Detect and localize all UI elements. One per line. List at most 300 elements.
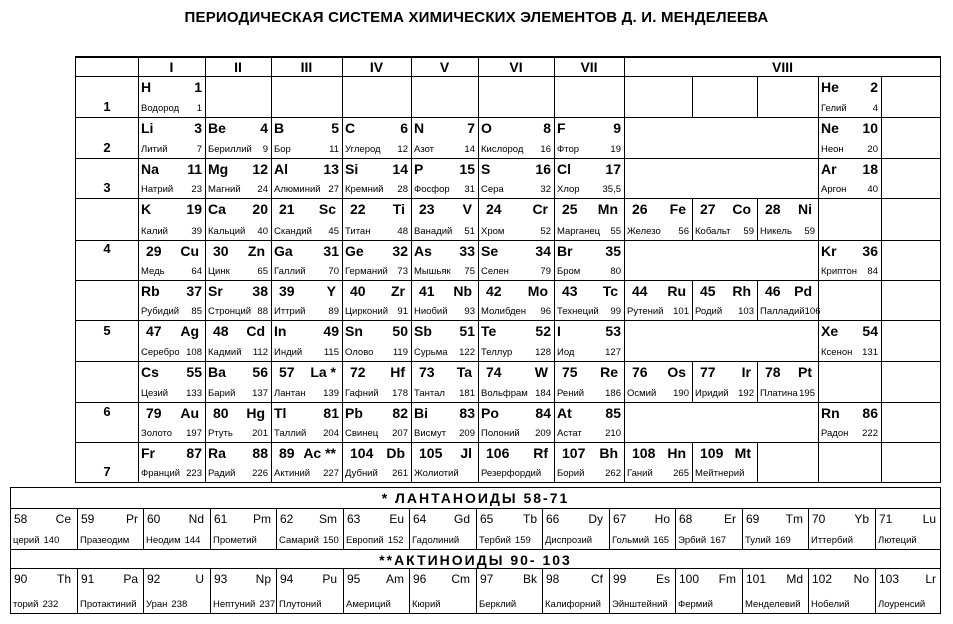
- element-cell-rb[interactable]: [138, 280, 205, 320]
- actinides-cell-cm[interactable]: [409, 568, 476, 613]
- element-cell-at[interactable]: [554, 402, 624, 442]
- element-name-row: [481, 428, 553, 439]
- element-name: [213, 599, 275, 610]
- element-symbol: Th: [56, 572, 71, 586]
- element-name-row: [481, 306, 553, 317]
- element-name: Титан: [345, 226, 371, 237]
- atomic-number: 35: [605, 243, 621, 259]
- element-symbol: Cm: [451, 572, 470, 586]
- element-cell-nb[interactable]: [411, 280, 478, 320]
- atomic-mass: 238: [171, 599, 188, 610]
- lanthanides-label: * ЛАНТАНОИДЫ 58-71: [381, 490, 570, 506]
- element-cell-zr[interactable]: [342, 280, 411, 320]
- atomic-mass: 79: [540, 266, 551, 277]
- element-symbol: Am: [386, 572, 404, 586]
- element-symbol-row: [414, 405, 475, 421]
- group-header-5: V: [439, 59, 450, 75]
- element-name-text: Уран: [146, 599, 168, 610]
- element-name: Актиний: [274, 468, 311, 479]
- actinides-cell-fm[interactable]: [675, 568, 742, 613]
- element-name-row: [481, 468, 553, 479]
- element-cell-cu[interactable]: [138, 240, 205, 280]
- element-cell-zn[interactable]: [205, 240, 271, 280]
- element-name: Водород: [141, 103, 180, 114]
- element-name-row: [414, 226, 477, 237]
- atomic-mass: 11: [329, 144, 339, 155]
- element-symbol: Ag: [180, 323, 199, 339]
- lanthanides-cell-nd[interactable]: [143, 508, 210, 549]
- element-name: Золото: [141, 428, 173, 439]
- atomic-mass: 226: [252, 468, 268, 479]
- element-cell-tc[interactable]: [554, 280, 624, 320]
- actinides-cell-bk[interactable]: [476, 568, 543, 613]
- grid-line: [881, 240, 882, 280]
- atomic-mass: 1: [196, 103, 202, 114]
- element-cell-b[interactable]: [271, 117, 342, 158]
- element-symbol: Ra: [208, 445, 226, 461]
- element-cell-c[interactable]: [342, 117, 411, 158]
- element-cell-db[interactable]: [342, 442, 411, 482]
- element-cell-y[interactable]: [271, 280, 342, 320]
- element-cell-n[interactable]: [411, 117, 478, 158]
- element-cell-ca[interactable]: [205, 198, 271, 240]
- lanthanides-cell-lu[interactable]: [875, 508, 942, 549]
- element-cell-te[interactable]: [478, 320, 554, 361]
- element-symbol-row: [350, 283, 405, 299]
- element-cell-au[interactable]: [138, 402, 205, 442]
- f-symbol-row: [214, 572, 271, 586]
- atomic-number: 104: [350, 445, 374, 461]
- atomic-number: 53: [605, 323, 621, 339]
- atomic-number: 106: [486, 445, 510, 461]
- element-name-row: [481, 184, 553, 195]
- f-symbol-row: [413, 572, 470, 586]
- atomic-mass: 93: [464, 306, 475, 317]
- element-name: Фтор: [557, 144, 580, 155]
- element-symbol: Jl: [460, 445, 472, 461]
- element-name-row: [208, 266, 270, 277]
- element-name: Германий: [345, 266, 388, 277]
- actinides-cell-pa[interactable]: [77, 568, 144, 613]
- element-symbol: Lr: [925, 572, 936, 586]
- atomic-number: 16: [535, 161, 551, 177]
- element-cell-w[interactable]: [478, 361, 554, 402]
- period-label-5: 5: [103, 322, 111, 338]
- element-symbol: Ni: [798, 201, 812, 217]
- atomic-number: 69: [746, 512, 760, 526]
- element-cell-h[interactable]: [138, 76, 205, 117]
- lanthanides-cell-tb[interactable]: [476, 508, 543, 549]
- element-name-row: [481, 226, 553, 237]
- element-cell-mg[interactable]: [205, 158, 271, 198]
- element-name-text: Фермий: [678, 599, 713, 610]
- atomic-mass: 40: [867, 184, 878, 195]
- element-cell-cs[interactable]: [138, 361, 205, 402]
- atomic-number: 34: [535, 243, 551, 259]
- element-cell-ni[interactable]: [757, 198, 818, 240]
- period-label-2: 2: [103, 139, 111, 155]
- element-cell-la[interactable]: [271, 361, 342, 402]
- element-symbol-row: [700, 201, 751, 217]
- element-cell-mn[interactable]: [554, 198, 624, 240]
- element-name: Кадмий: [208, 347, 242, 358]
- atomic-number: 95: [347, 572, 361, 586]
- element-name: Свинец: [345, 428, 379, 439]
- element-name-row: [557, 144, 623, 155]
- atomic-mass: 39: [191, 226, 202, 237]
- actinides-cell-lr[interactable]: [875, 568, 942, 613]
- actinides-cell-md[interactable]: [742, 568, 809, 613]
- atomic-number: 39: [279, 283, 295, 299]
- element-name-row: [141, 428, 204, 439]
- atomic-mass: 201: [252, 428, 268, 439]
- element-cell-p[interactable]: [411, 158, 478, 198]
- element-symbol: I: [557, 323, 561, 339]
- atomic-mass: 190: [673, 388, 689, 399]
- element-name: Магний: [208, 184, 241, 195]
- lanthanides-cell-dy[interactable]: [542, 508, 609, 549]
- atomic-number: 46: [765, 283, 781, 299]
- f-symbol-row: [546, 512, 603, 526]
- element-name-row: [141, 468, 204, 479]
- element-name: [346, 599, 395, 610]
- element-name: Полоний: [481, 428, 520, 439]
- lanthanides-cell-yb[interactable]: [808, 508, 875, 549]
- atomic-number: 105: [419, 445, 443, 461]
- element-cell-ta[interactable]: [411, 361, 478, 402]
- element-cell-br[interactable]: [554, 240, 624, 280]
- element-cell-ga[interactable]: [271, 240, 342, 280]
- element-symbol-row: [632, 445, 686, 461]
- element-cell-mt[interactable]: [692, 442, 757, 482]
- element-symbol-row: [208, 364, 268, 380]
- element-name: Галлий: [274, 266, 306, 277]
- lanthanides-cell-pm[interactable]: [210, 508, 277, 549]
- atomic-mass: 64: [191, 266, 202, 277]
- actinides-label: **АКТИНОИДЫ 90- 103: [379, 552, 572, 568]
- element-cell-he[interactable]: [818, 76, 881, 117]
- atomic-mass: 80: [610, 266, 621, 277]
- element-name-row: [414, 306, 477, 317]
- element-symbol-row: [141, 364, 202, 380]
- element-name: [412, 599, 445, 610]
- element-name-row: [208, 306, 270, 317]
- element-cell-tl[interactable]: [271, 402, 342, 442]
- element-cell-re[interactable]: [554, 361, 624, 402]
- lanthanides-cell-ce[interactable]: [10, 508, 77, 549]
- element-cell-xe[interactable]: [818, 320, 881, 361]
- element-symbol-row: [208, 283, 268, 299]
- element-symbol-row: [562, 445, 618, 461]
- atomic-number: 32: [392, 243, 408, 259]
- actinides-cell-es[interactable]: [609, 568, 676, 613]
- element-name: Цирконий: [345, 306, 389, 317]
- atomic-number: 23: [419, 201, 435, 217]
- lanthanides-cell-eu[interactable]: [343, 508, 410, 549]
- element-symbol: Kr: [821, 243, 837, 259]
- element-name-row: [627, 388, 691, 399]
- element-name: Кислород: [481, 144, 524, 155]
- element-symbol-row: [414, 161, 475, 177]
- actinides-cell-am[interactable]: [343, 568, 410, 613]
- atomic-number: 74: [486, 364, 502, 380]
- element-cell-ac[interactable]: [271, 442, 342, 482]
- atomic-mass: 112: [252, 347, 268, 358]
- lanthanides-cell-ho[interactable]: [609, 508, 676, 549]
- element-symbol: Tm: [785, 512, 803, 526]
- element-symbol: Li: [141, 120, 154, 136]
- element-symbol: Ru: [667, 283, 686, 299]
- element-name-text: Гольмий: [612, 535, 650, 546]
- element-symbol: Tl: [274, 405, 287, 421]
- element-symbol-row: [562, 201, 618, 217]
- lanthanides-cell-gd[interactable]: [409, 508, 476, 549]
- element-symbol-row: [414, 323, 475, 339]
- element-cell-si[interactable]: [342, 158, 411, 198]
- element-symbol-row: [632, 201, 686, 217]
- element-name: Ксенон: [821, 347, 853, 358]
- atomic-number: 12: [252, 161, 268, 177]
- atomic-number: 75: [562, 364, 578, 380]
- element-cell-jl[interactable]: [411, 442, 478, 482]
- atomic-mass: 181: [459, 388, 475, 399]
- element-cell-rf[interactable]: [478, 442, 554, 482]
- element-name-text: Гадолиний: [412, 535, 460, 546]
- element-cell-ra[interactable]: [205, 442, 271, 482]
- element-symbol-row: [141, 120, 202, 136]
- element-name: Иод: [557, 347, 575, 358]
- element-cell-ti[interactable]: [342, 198, 411, 240]
- element-name-row: [760, 226, 817, 237]
- atomic-number: 91: [81, 572, 95, 586]
- element-cell-be[interactable]: [205, 117, 271, 158]
- element-symbol: Gd: [453, 512, 470, 526]
- element-name-row: [274, 347, 341, 358]
- element-cell-pd[interactable]: [757, 280, 821, 320]
- element-name: Иттрий: [274, 306, 306, 317]
- atomic-mass: 19: [610, 144, 621, 155]
- element-name-row: [141, 388, 204, 399]
- element-cell-as[interactable]: [411, 240, 478, 280]
- element-name: Тантал: [414, 388, 445, 399]
- actinides-cell-no[interactable]: [808, 568, 875, 613]
- element-name: Резерфордий: [481, 468, 542, 479]
- actinides-cell-u[interactable]: [143, 568, 210, 613]
- element-name-row: [208, 226, 270, 237]
- element-symbol: Mn: [597, 201, 618, 217]
- grid-line: [818, 198, 819, 240]
- element-cell-os[interactable]: [624, 361, 692, 402]
- atomic-mass: 35,5: [602, 184, 621, 195]
- element-symbol-row: [141, 201, 202, 217]
- atomic-number: 2: [870, 79, 878, 95]
- group-header-1: I: [169, 59, 174, 75]
- f-symbol-row: [812, 572, 869, 586]
- atomic-number: 63: [347, 512, 361, 526]
- grid-line: [624, 56, 625, 482]
- element-name: Таллий: [274, 428, 307, 439]
- element-cell-ru[interactable]: [624, 280, 692, 320]
- atomic-mass: [475, 468, 477, 479]
- element-name: Барий: [208, 388, 236, 399]
- lanthanides-cell-pr[interactable]: [77, 508, 144, 549]
- f-symbol-row: [14, 572, 71, 586]
- element-cell-li[interactable]: [138, 117, 205, 158]
- actinides-cell-th[interactable]: [10, 568, 77, 613]
- element-name: [811, 599, 854, 610]
- element-cell-na[interactable]: [138, 158, 205, 198]
- element-symbol: Si: [345, 161, 359, 177]
- grid-line: [818, 361, 819, 402]
- element-cell-fr[interactable]: [138, 442, 205, 482]
- element-symbol: Mt: [734, 445, 751, 461]
- atomic-number: 3: [194, 120, 202, 136]
- element-cell-k[interactable]: [138, 198, 205, 240]
- element-symbol-row: [213, 243, 265, 259]
- element-cell-ar[interactable]: [818, 158, 881, 198]
- element-symbol-row: [419, 201, 472, 217]
- element-cell-se[interactable]: [478, 240, 554, 280]
- element-name-row: [345, 428, 410, 439]
- element-name-row: [345, 347, 410, 358]
- element-cell-s[interactable]: [478, 158, 554, 198]
- atomic-mass: 28: [397, 184, 408, 195]
- element-name-row: [760, 388, 817, 399]
- atomic-number: 77: [700, 364, 716, 380]
- element-cell-cd[interactable]: [205, 320, 271, 361]
- element-cell-mo[interactable]: [478, 280, 554, 320]
- element-cell-pb[interactable]: [342, 402, 411, 442]
- element-cell-hn[interactable]: [624, 442, 692, 482]
- element-cell-cr[interactable]: [478, 198, 554, 240]
- element-cell-bh[interactable]: [554, 442, 624, 482]
- element-name: Медь: [141, 266, 165, 277]
- actinides-cell-cf[interactable]: [542, 568, 609, 613]
- element-cell-f[interactable]: [554, 117, 624, 158]
- element-cell-po[interactable]: [478, 402, 554, 442]
- element-cell-sr[interactable]: [205, 280, 271, 320]
- element-name: Жолиотий: [414, 468, 459, 479]
- atomic-mass: 4: [872, 103, 878, 114]
- atomic-mass: 131: [862, 347, 878, 358]
- element-symbol: Ba: [208, 364, 226, 380]
- element-name-text: Лоуренсий: [878, 599, 926, 610]
- element-cell-v[interactable]: [411, 198, 478, 240]
- element-symbol: Dy: [588, 512, 603, 526]
- element-symbol-row: [146, 243, 199, 259]
- atomic-mass: 16: [540, 144, 551, 155]
- element-cell-i[interactable]: [554, 320, 624, 361]
- atomic-mass: 27: [328, 184, 339, 195]
- atomic-mass: 101: [673, 306, 689, 317]
- element-symbol: Ti: [392, 201, 405, 217]
- element-name-row: [627, 226, 691, 237]
- element-name: [745, 599, 805, 610]
- element-name-text: Европий: [346, 535, 384, 546]
- element-cell-ag[interactable]: [138, 320, 205, 361]
- period-label-4: 4: [103, 241, 111, 256]
- f-symbol-row: [679, 512, 736, 526]
- element-name: Индий: [274, 347, 303, 358]
- element-name: Платина: [760, 388, 798, 399]
- f-symbol-row: [413, 512, 470, 526]
- element-name-row: [414, 468, 477, 479]
- element-cell-fe[interactable]: [624, 198, 692, 240]
- element-cell-bi[interactable]: [411, 402, 478, 442]
- element-name: Гафний: [345, 388, 379, 399]
- element-name: [146, 535, 200, 546]
- element-symbol: Xe: [821, 323, 839, 339]
- element-cell-ba[interactable]: [205, 361, 271, 402]
- period-label-7: 7: [103, 464, 111, 479]
- element-cell-o[interactable]: [478, 117, 554, 158]
- element-name: Неон: [821, 144, 844, 155]
- element-cell-sn[interactable]: [342, 320, 411, 361]
- atomic-number: 52: [535, 323, 551, 339]
- atomic-number: 54: [862, 323, 878, 339]
- element-cell-sb[interactable]: [411, 320, 478, 361]
- actinides-cell-pu[interactable]: [276, 568, 343, 613]
- element-symbol: Pr: [126, 512, 138, 526]
- element-name: Олово: [345, 347, 374, 358]
- actinides-cell-np[interactable]: [210, 568, 277, 613]
- element-name: Ганий: [627, 468, 653, 479]
- element-cell-rh[interactable]: [692, 280, 757, 320]
- element-symbol: U: [195, 572, 204, 586]
- element-symbol-row: [632, 364, 686, 380]
- element-cell-sc[interactable]: [271, 198, 342, 240]
- lanthanides-cell-sm[interactable]: [276, 508, 343, 549]
- element-cell-hf[interactable]: [342, 361, 411, 402]
- lanthanides-cell-tm[interactable]: [742, 508, 809, 549]
- lanthanides-cell-er[interactable]: [675, 508, 742, 549]
- element-symbol: Re: [600, 364, 618, 380]
- element-cell-ne[interactable]: [818, 117, 881, 158]
- element-cell-kr[interactable]: [818, 240, 881, 280]
- element-symbol-row: [486, 201, 548, 217]
- f-symbol-row: [879, 572, 936, 586]
- element-symbol-row: [345, 161, 408, 177]
- element-symbol-row: [213, 323, 265, 339]
- atomic-number: 89: [279, 445, 295, 461]
- element-cell-ir[interactable]: [692, 361, 757, 402]
- grid-line: [881, 117, 882, 158]
- element-cell-rn[interactable]: [818, 402, 881, 442]
- element-name: Радий: [208, 468, 236, 479]
- atomic-number: 27: [700, 201, 716, 217]
- element-cell-cl[interactable]: [554, 158, 624, 198]
- element-cell-co[interactable]: [692, 198, 757, 240]
- element-symbol: Te: [481, 323, 497, 339]
- element-cell-pt[interactable]: [757, 361, 818, 402]
- element-name: Гелий: [821, 103, 847, 114]
- element-symbol: Sc: [318, 201, 336, 217]
- element-name: Франций: [141, 468, 181, 479]
- element-name-row: [557, 184, 623, 195]
- element-cell-al[interactable]: [271, 158, 342, 198]
- atomic-number: 107: [562, 445, 586, 461]
- atomic-number: 38: [252, 283, 268, 299]
- element-name-text: Эйнштейний: [612, 599, 668, 610]
- element-cell-in[interactable]: [271, 320, 342, 361]
- element-name-row: [141, 144, 204, 155]
- atomic-mass: 197: [186, 428, 202, 439]
- element-symbol-row: [419, 364, 472, 380]
- element-cell-ge[interactable]: [342, 240, 411, 280]
- element-symbol-row: [146, 405, 199, 421]
- element-name: Сера: [481, 184, 504, 195]
- element-cell-hg[interactable]: [205, 402, 271, 442]
